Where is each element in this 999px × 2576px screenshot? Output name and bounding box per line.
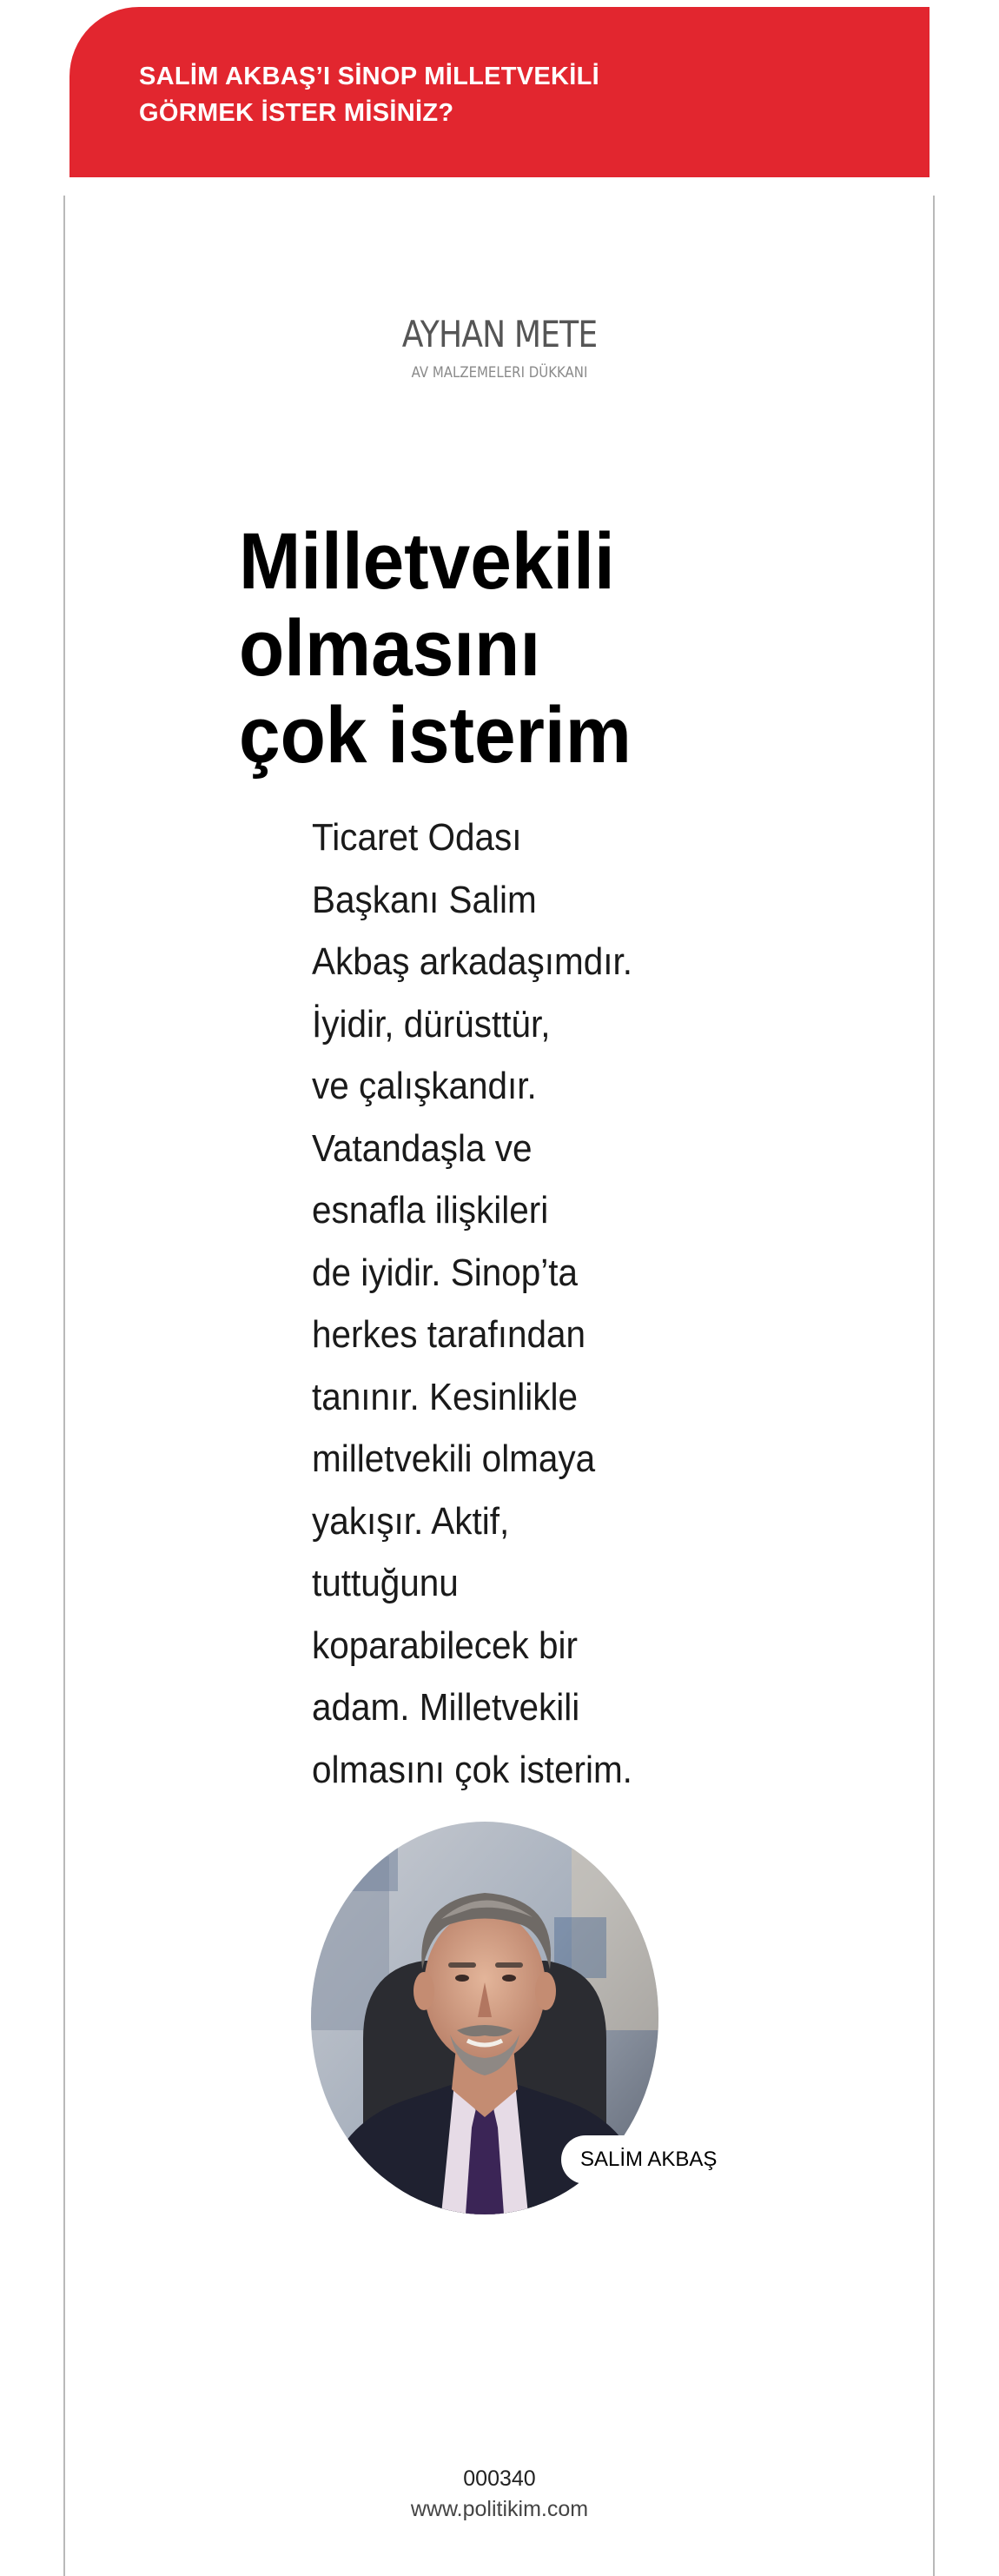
headline-line-3: çok isterim <box>239 691 632 780</box>
quote-line: Başkanı Salim <box>312 878 537 921</box>
quote-line: Vatandaşla ve <box>312 1126 533 1170</box>
headline-line-1: Milletvekili <box>239 517 615 606</box>
quote-line: Ticaret Odası <box>312 816 522 859</box>
frame-right-rule <box>933 196 935 2576</box>
banner-question-line-2: GÖRMEK İSTER MİSİNİZ? <box>139 99 454 127</box>
quote-line: İyidir, dürüsttür, <box>312 1002 551 1046</box>
photo-caption: SALİM AKBAŞ <box>561 2135 736 2184</box>
quote-line: koparabilecek bir <box>312 1623 579 1667</box>
headline <box>239 518 804 779</box>
interviewee-name: AYHAN METE <box>401 313 598 355</box>
quote-line: de iyidir. Sinop’ta <box>312 1251 579 1294</box>
quote-line: adam. Milletvekili <box>312 1686 580 1729</box>
footer-url[interactable]: www.politikim.com <box>410 2497 589 2521</box>
quote-body <box>312 807 759 1801</box>
quote-line: yakışır. Aktif, <box>312 1499 510 1543</box>
banner-question-line-1: SALİM AKBAŞ’I SİNOP MİLLETVEKİLİ <box>139 63 600 90</box>
quote-line: olmasını çok isterim. <box>312 1748 632 1791</box>
frame-left-rule <box>63 196 65 2576</box>
quote-line: tuttuğunu <box>312 1562 459 1604</box>
footer-code: 000340 <box>463 2466 536 2491</box>
quote-line: herkes tarafından <box>312 1313 586 1356</box>
quote-line: Akbaş arkadaşımdır. <box>312 940 632 983</box>
quote-line: ve çalışkandır. <box>312 1065 537 1107</box>
quote-line: milletvekili olmaya <box>312 1437 596 1480</box>
header-banner <box>69 7 930 177</box>
quote-line: tanınır. Kesinlikle <box>312 1375 579 1418</box>
quote-line: esnafla ilişkileri <box>312 1189 549 1232</box>
headline-line-2: olmasını <box>239 604 541 693</box>
interviewee-occupation: AV MALZEMELERI DÜKKANI <box>411 364 588 382</box>
